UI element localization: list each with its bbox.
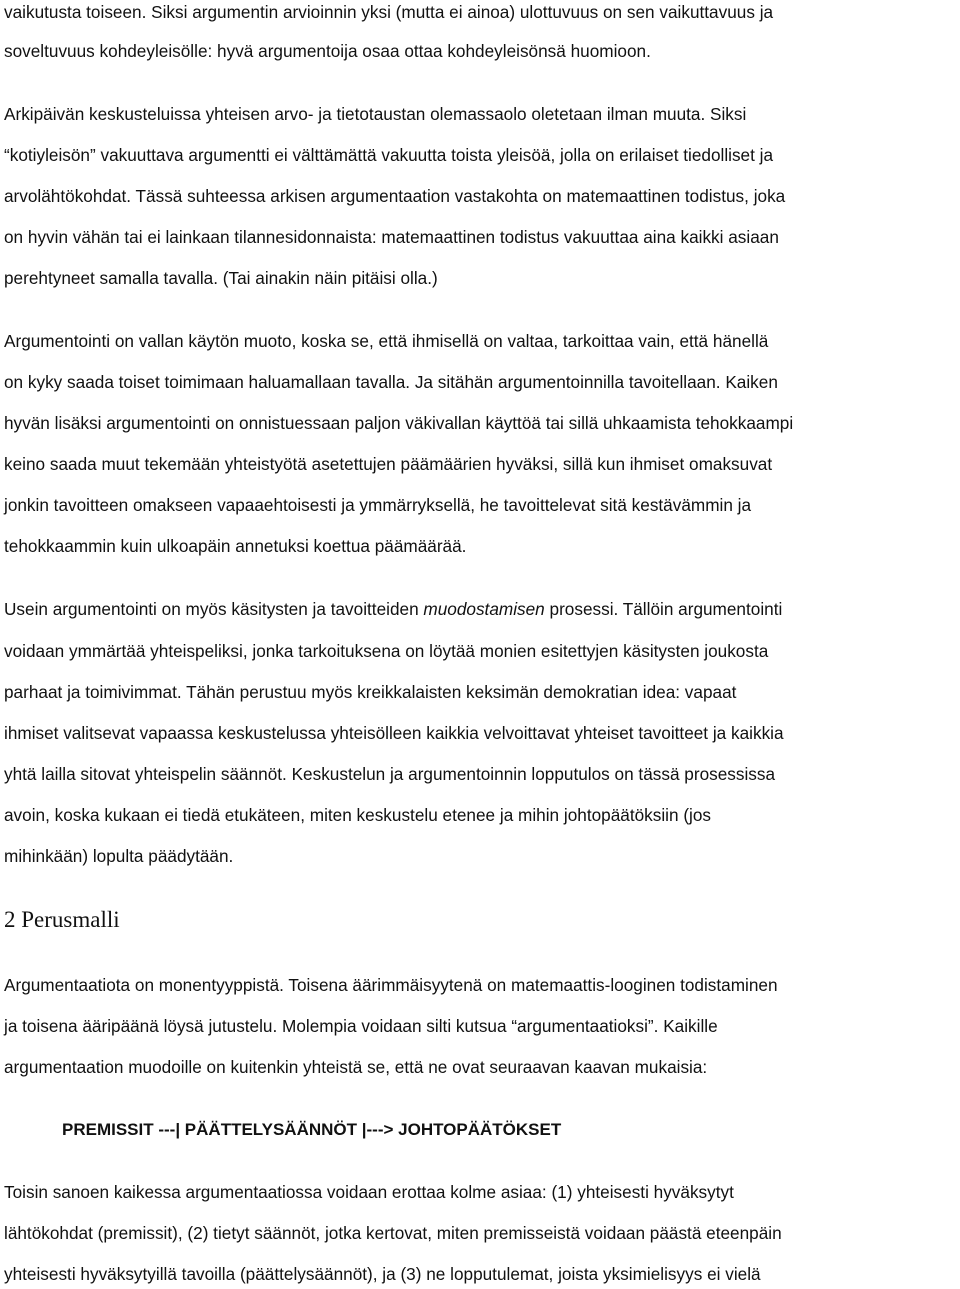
paragraph-line: voidaan ymmärtää yhteispeliksi, jonka tarkoituksena on löytää monien esitettyjen käsitysten joukosta bbox=[4, 641, 769, 661]
paragraph-line: parhaat ja toimivimmat. Tähän perustuu myös kreikkalaisten keksimän demokratian idea: vapaat bbox=[4, 682, 737, 702]
paragraph-line: arvolähtökohdat. Tässä suhteessa arkisen argumentaation vastakohta on matemaattinen todistus, joka bbox=[4, 186, 786, 206]
paragraph-line: ihmiset valitsevat vapaassa keskustelussa yhteisölleen kaikkia velvoittavat yhteiset tavoitteet ja kaikkia bbox=[4, 723, 784, 743]
paragraph-line: keino saada muut tekemään yhteistyötä asetettujen päämäärien hyväksi, sillä kun ihmiset omaksuvat bbox=[4, 454, 773, 474]
paragraph-line: argumentaation muodoille on kuitenkin yhteistä se, että ne ovat seuraavan kaavan mukaisia: bbox=[4, 1057, 708, 1077]
paragraph-line: on hyvin vähän tai ei lainkaan tilannesidonnaista: matemaattinen todistus vakuuttaa aina kaikki asiaan bbox=[4, 227, 779, 247]
paragraph-line: Argumentaatiota on monentyyppistä. Toisena äärimmäisyytenä on matemaattis-looginen todistaminen bbox=[4, 975, 778, 995]
paragraph-line: tehokkaammin kuin ulkoapäin annetuksi koettua päämäärää. bbox=[4, 536, 467, 556]
paragraph-line: Toisin sanoen kaikessa argumentaatiossa voidaan erottaa kolme asiaa: (1) yhteisesti hyväksytyt bbox=[4, 1182, 734, 1202]
text-run: Usein argumentointi on myös käsitysten ja tavoitteiden bbox=[4, 599, 424, 619]
paragraph-line: Argumentointi on vallan käytön muoto, koska se, että ihmisellä on valtaa, tarkoittaa vain, että hänellä bbox=[4, 331, 769, 351]
paragraph-line: yhtä lailla sitovat yhteispelin säännöt. Keskustelun ja argumentoinnin lopputulos on tässä prosessissa bbox=[4, 764, 776, 784]
paragraph-line: ja toisena ääripäänä löysä jutustelu. Molempia voidaan silti kutsua “argumentaatioksi”. Kaikille bbox=[4, 1016, 718, 1036]
emphasized-term: muodostamisen bbox=[423, 599, 545, 619]
argument-formula: PREMISSIT ---| PÄÄTTELYSÄÄNNÖT |---> JOHTOPÄÄTÖKSET bbox=[62, 1120, 562, 1139]
paragraph-line: perehtyneet samalla tavalla. (Tai ainakin näin pitäisi olla.) bbox=[4, 268, 438, 288]
paragraph-line: lähtökohdat (premissit), (2) tietyt säännöt, jotka kertovat, miten premisseistä voidaan päästä eteenpäin bbox=[4, 1223, 782, 1243]
paragraph-line: “kotiyleisön” vakuuttava argumentti ei välttämättä vakuutta toista yleisöä, jolla on erilaiset tiedolliset ja bbox=[4, 145, 774, 165]
text-run: prosessi. Tällöin argumentointi bbox=[544, 599, 783, 619]
paragraph-line: avoin, koska kukaan ei tiedä etukäteen, miten keskustelu etenee ja mihin johtopäätöksiin (jos bbox=[4, 805, 712, 825]
paragraph-line bbox=[4, 597, 782, 621]
paragraph-line: Arkipäivän keskusteluissa yhteisen arvo- ja tietotaustan olemassaolo oletetaan ilman muuta. Siksi bbox=[4, 104, 747, 124]
paragraph-line: on kyky saada toiset toimimaan haluamallaan tavalla. Ja sitähän argumentoinnilla tavoitellaan. Kaiken bbox=[4, 372, 778, 392]
paragraph-line: yhteisesti hyväksytyillä tavoilla (päättelysäännöt), ja (3) ne lopputulemat, joista yksimielisyys ei vielä bbox=[4, 1264, 761, 1284]
paragraph-line: soveltuvuus kohdeyleisölle: hyvä argumentoija osaa ottaa kohdeyleisönsä huomioon. bbox=[4, 41, 651, 61]
paragraph-line: mihinkään) lopulta päädytään. bbox=[4, 846, 234, 866]
section-heading: 2 Perusmalli bbox=[4, 907, 120, 932]
paragraph-line: hyvän lisäksi argumentointi on onnistuessaan paljon väkivallan käyttöä tai sillä uhkaamista tehokkaampi bbox=[4, 413, 794, 433]
paragraph-line: jonkin tavoitteen omakseen vapaaehtoisesti ja ymmärryksellä, he tavoittelevat sitä kestävämmin ja bbox=[4, 495, 752, 515]
paragraph-line: vaikutusta toiseen. Siksi argumentin arvioinnin yksi (mutta ei ainoa) ulottuvuus on sen vaikuttavuus ja bbox=[4, 2, 774, 22]
